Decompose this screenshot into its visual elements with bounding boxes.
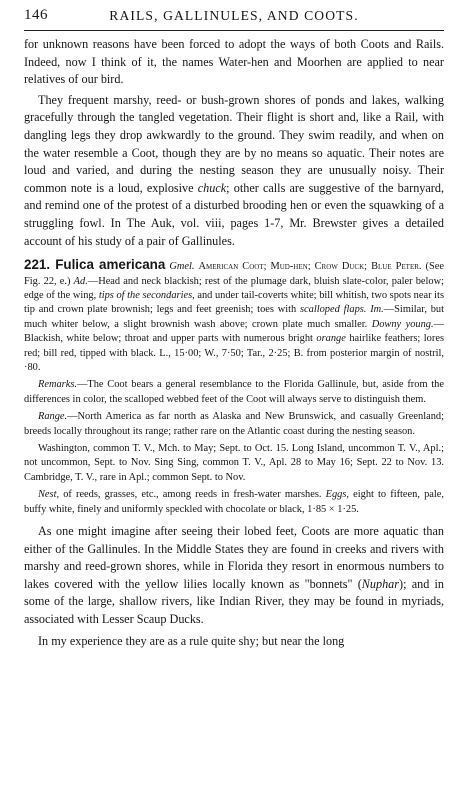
downy-description-a: —Blackish, white below; throat and upper parts with numerous bright (24, 318, 444, 345)
adult-description-b: and under tail-coverts white; bill whitish, two spots near its tip and crown plate brownish; legs and feet greenish; toes with (24, 289, 444, 316)
scalloped-flaps-term: scalloped flaps. (299, 304, 367, 316)
adult-tips-term: tips of the secondaries, (98, 289, 195, 301)
remarks-label: Remarks. (38, 379, 77, 391)
immature-description: —Similar, but much whiter below, a slight brownish wash above; crown plate much smaller. (24, 304, 444, 330)
intro-p2-text-b: ; other calls are suggestive of the barnyard, and remind one of the protest of a disturbed brooding hen or even the squawking of a struggling fowl. In The Auk, vol. viii, pages 1-7, Mr. Brewster gives a detailed account of his study of a pair of Gallinules. (24, 180, 444, 248)
remarks-text: —The Coot bears a general resemblance to the Florida Gallinule, but, aside from the differences in color, the scalloped webbed feet of the Coot will always serve to distinguish them. (24, 379, 444, 405)
page-header (24, 4, 444, 31)
range-paragraph (24, 410, 444, 439)
migration-paragraph: Washington, common T. V., Mch. to May; Sept. to Oct. 15. Long Island, uncommon T. V., Apl.; not uncommon, Sept. to Nov. Sing Sing, common T. V., Apl. 28 to May 16; Sept. 22 to Nov. 13. Cambridge, T. V., rare in Apl.; common Sept. to Nov. (24, 443, 444, 483)
eggs-label: Eggs, (325, 489, 350, 501)
nest-text-b: eight to fifteen, pale, buffy white, finely and uniformly speckled with chocolate or black, 1·85 × 1·25. (24, 489, 444, 515)
immature-label: Im. (370, 304, 384, 316)
nest-text-a: of reeds, grasses, etc., among reeds in fresh-water marshes. (63, 489, 322, 501)
running-title: RAILS, GALLINULES, AND COOTS. (109, 8, 359, 23)
closing-paragraph-2: In my experience they are as a rule quite shy; but near the long (38, 633, 345, 648)
page-number: 146 (24, 7, 48, 23)
range-label: Range. (38, 411, 68, 423)
adult-description-a: —Head and neck blackish; rest of the plumage dark, bluish slate-color, paler below; edge of the wing, (24, 275, 444, 301)
species-common-names: American Coot; Mud-hen; Crow Duck; Blue Peter. (198, 261, 422, 273)
closing-p1-text-b: ); and in some of the large, shallow rivers, like Indian River, they may be found in myriads, associated with Lesser Scaup Ducks. (24, 576, 444, 626)
remarks-paragraph (24, 378, 444, 407)
closing-p1-text-a: As one might imagine after seeing their lobed feet, Coots are more aquatic than either of the Gallinules. In the Middle States they are found in creeks and rivers with marshy and reed-grown shores, while in Florida they resort in enormous numbers to lakes covered with the yellow lilies locally known as "bonnets" ( (24, 524, 444, 591)
intro-paragraph-1: for unknown reasons have been forced to adopt the ways of both Coots and Rails. Indeed, now I think of it, the names Water-hen and Moorhen are applied to near relatives of our bird. (24, 37, 444, 87)
downy-description-b: hairlike feathers; lores red; bill red, tipped with black. L., 15·00; W., 7·50; Tar., 2·25; B. from posterior margin of nostril, ·80. (24, 333, 444, 373)
nest-label: Nest, (38, 489, 60, 501)
chuck-term: chuck (197, 180, 227, 195)
intro-paragraph-2 (24, 92, 444, 250)
species-number-name: 221. Fulica americana (24, 257, 166, 273)
range-text: —North America as far north as Alaska and New Brunswick, and casually Greenland; breeds locally throughout its range; rather rare on the Atlantic coast during the nesting season. (24, 411, 444, 437)
intro-p2-text-a: They frequent marshy, reed- or bush-grown shores of ponds and lakes, walking gracefully through the tangled vegetation. Their flight is short and, like a Rail, with dangling legs they drop awkwardly to the ground. They swim readily, and when on the water resemble a Coot, though they are by no means so aquatic. Their notes are loud and varied, and during the nesting season they are unusually noisy. Their common note is a loud, explosive (24, 92, 444, 195)
orange-term: orange (316, 333, 346, 345)
closing-paragraph-1 (24, 523, 444, 629)
nest-paragraph (24, 488, 444, 517)
species-account-heading (24, 258, 444, 375)
nuphar-term: Nuphar (361, 576, 400, 591)
figure-reference: (See Fig. 22, e.) (24, 261, 444, 287)
adult-label: Ad. (73, 275, 88, 287)
downy-young-label: Downy young. (371, 318, 434, 330)
species-authority: Gmel. (169, 261, 195, 273)
book-page (0, 4, 464, 804)
